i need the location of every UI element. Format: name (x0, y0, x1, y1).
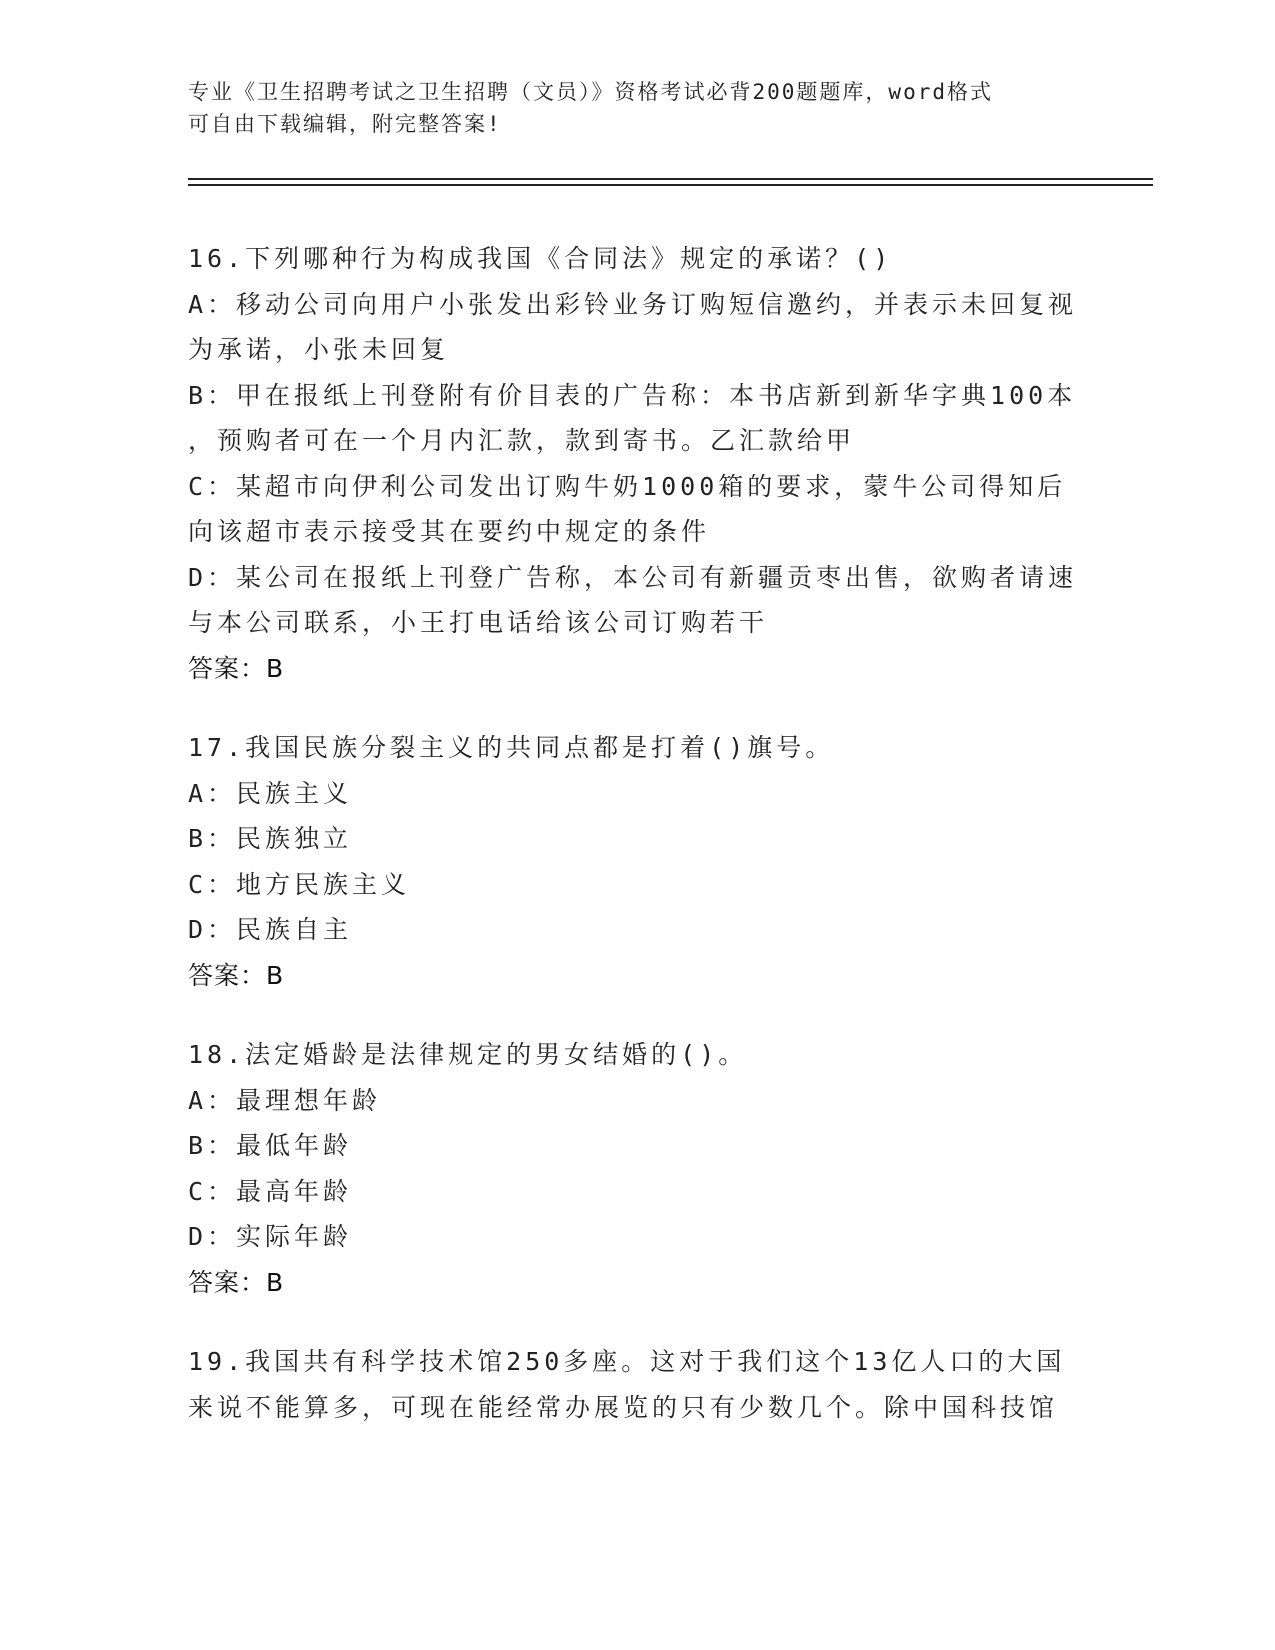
question-option: A：移动公司向用户小张发出彩铃业务订购短信邀约，并表示未回复视 (188, 289, 1078, 319)
question-stem: 19.我国共有科学技术馆250多座。这对于我们这个13亿人口的大国 (188, 1347, 1066, 1376)
question-option: A：最理想年龄 (188, 1085, 382, 1115)
question-option: C：最高年龄 (188, 1176, 353, 1206)
question-option: ，预购者可在一个月内汇款，款到寄书。乙汇款给甲 (188, 426, 856, 455)
question-block (188, 1032, 1088, 1305)
question-option: D：民族自主 (188, 915, 353, 944)
question-block (188, 236, 1088, 691)
question-option: A：民族主义 (188, 778, 353, 808)
question-option: 与本公司联系，小王打电话给该公司订购若干 (188, 608, 769, 637)
header-line-1: 专业《卫生招聘考试之卫生招聘（文员）》资格考试必背200题题库，word格式 (188, 80, 993, 104)
question-stem: 17.我国民族分裂主义的共同点都是打着()旗号。 (188, 733, 835, 762)
question-block (188, 1339, 1088, 1430)
question-option: C：某超市向伊利公司发出订购牛奶1000箱的要求，蒙牛公司得知后 (188, 471, 1067, 501)
header-divider-top (188, 178, 1153, 180)
question-option: B：民族独立 (188, 824, 353, 853)
header-line-2: 可自由下载编辑，附完整答案! (188, 112, 502, 136)
question-option: 向该超市表示接受其在要约中规定的条件 (188, 517, 711, 546)
question-list (188, 236, 1088, 1464)
answer-line: 答案：B (188, 1267, 285, 1297)
question-option: C：地方民族主义 (188, 869, 411, 899)
header-divider-bottom (188, 184, 1153, 186)
question-option: B：甲在报纸上刊登附有价目表的广告称：本书店新到新华字典100本 (188, 380, 1077, 410)
question-option: 为承诺，小张未回复 (188, 335, 450, 364)
question-option: D：实际年龄 (188, 1222, 353, 1251)
answer-line: 答案：B (188, 653, 285, 683)
question-option: B：最低年龄 (188, 1131, 353, 1160)
question-option: D：某公司在报纸上刊登广告称，本公司有新疆贡枣出售，欲购者请速 (188, 562, 1078, 592)
question-block (188, 725, 1088, 998)
question-stem: 来说不能算多，可现在能经常办展览的只有少数几个。除中国科技馆 (188, 1392, 1059, 1422)
document-header (188, 76, 1068, 140)
answer-line: 答案：B (188, 960, 285, 990)
question-stem: 16.下列哪种行为构成我国《合同法》规定的承诺？() (188, 244, 893, 273)
question-stem: 18.法定婚龄是法律规定的男女结婚的()。 (188, 1040, 748, 1069)
